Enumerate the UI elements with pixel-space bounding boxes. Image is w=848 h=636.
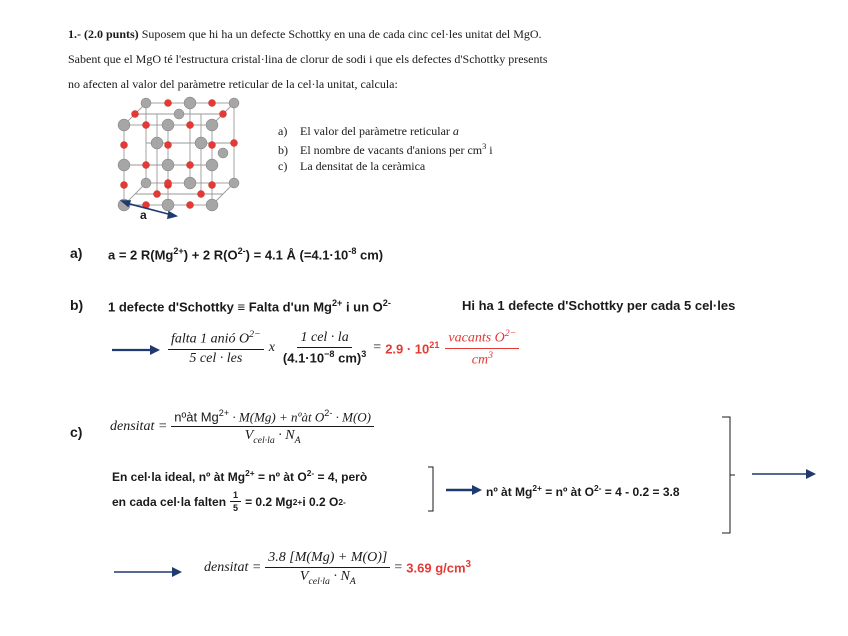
problem-item-c: c) La densitat de la ceràmica bbox=[278, 159, 426, 173]
problem-number: 1.- (2.0 punts) bbox=[68, 27, 139, 41]
problem-text-1: Suposem que hi ha un defecte Schottky en una de cada cinc cel·les unitat del MgO. bbox=[141, 27, 542, 41]
answer-a-expression: a = 2 $R(Mg^{2+}) + 2$ $R(O^{2-}) = 4.1$ Å ($=4.1\cdot 10^{-8}$ cm) bbox=[108, 246, 384, 263]
atom-count-result: nº àt $Mg^{2+}$ = nº àt $O^{2-} = 4 - 0.2 = 3.8$ bbox=[486, 483, 680, 499]
density-formula bbox=[110, 408, 374, 446]
small-bracket bbox=[428, 466, 438, 512]
answer-b-statement-2: Hi ha 1 defecte d'Schottky per cada 5 cel·les bbox=[462, 298, 736, 313]
density-lhs: densitat = bbox=[110, 419, 168, 435]
problem-item-b: b) El nombre de vacants d'anions per $cm^3$ i bbox=[278, 142, 493, 157]
equals-sign: = bbox=[394, 560, 403, 576]
answer-c-label: c) bbox=[70, 424, 83, 440]
answer-b-result: $2.9 \cdot 10^{21}$ bbox=[385, 339, 440, 357]
ideal-cell-line-1: En cel·la ideal, nº àt $Mg^{2+}$ = nº àt $O^{2-} = 4$, però bbox=[112, 468, 368, 484]
equals-sign: = bbox=[373, 340, 382, 356]
final-density-fraction: $\frac{3.8 [M(Mg) + M(O)]}{V_{cel\cdot la} \cdot N_A}$ bbox=[265, 550, 390, 587]
answer-b-label: b) bbox=[70, 297, 84, 313]
arrow-icon bbox=[112, 344, 160, 356]
problem-line-1 bbox=[68, 25, 542, 43]
one-fifth-fraction: $\frac{1}{5}$ bbox=[230, 490, 241, 513]
answer-b-statement: 1 defecte d'Schottky ≡ Falta d'un $Mg^{2+}$ i un $O^{2-}$ bbox=[108, 298, 391, 315]
fraction-cell-volume: $\frac{\text{1 cel · la}}{(4.1\cdot 10^{-8} cm)^3}$ bbox=[282, 330, 367, 366]
problem-item-a: a) El valor del paràmetre reticular a bbox=[278, 124, 459, 138]
problem-line-3: no afecten al valor del paràmetre reticular de la cel·la unitat, calcula: bbox=[68, 77, 398, 91]
arrow-icon bbox=[114, 566, 182, 578]
density-fraction: $\frac{nºàt Mg^{2+} \cdot M(Mg) + nºàt O^{2-} \cdot M(O)}{V_{cel\cdot la} \cdot N_A}$ bbox=[171, 408, 374, 446]
times-sign: x bbox=[268, 340, 275, 356]
fraction-missing-anion: $\frac{falta 1 anió O^{2-}}{\text{5 cel · les}}$ bbox=[168, 329, 264, 367]
ideal-cell-line-2: en cada cel·la falten $\frac{1}{5}$ = 0.2 Mg 2+ i 0.2 O 2- bbox=[112, 490, 346, 513]
final-density-lhs: densitat = bbox=[204, 560, 262, 576]
large-bracket bbox=[722, 416, 736, 534]
final-density-result: 3.69 $g/cm^3$ bbox=[406, 559, 471, 576]
arrow-icon bbox=[752, 468, 816, 480]
nacl-crystal-figure bbox=[110, 95, 250, 230]
answer-b-equation bbox=[168, 328, 519, 368]
fraction-vacancy-unit: $\frac{vacants O^{2-}}{cm^3}$ bbox=[445, 328, 519, 368]
arrow-icon bbox=[446, 484, 482, 496]
problem-line-2: Sabent que el MgO té l'estructura cristal·lina de clorur de sodi i que els defectes d'Schottky presents bbox=[68, 52, 548, 66]
final-density-equation bbox=[204, 550, 471, 587]
figure-label-a: a bbox=[140, 208, 147, 222]
problem-items bbox=[278, 123, 493, 174]
answer-a-label: a) bbox=[70, 245, 83, 261]
